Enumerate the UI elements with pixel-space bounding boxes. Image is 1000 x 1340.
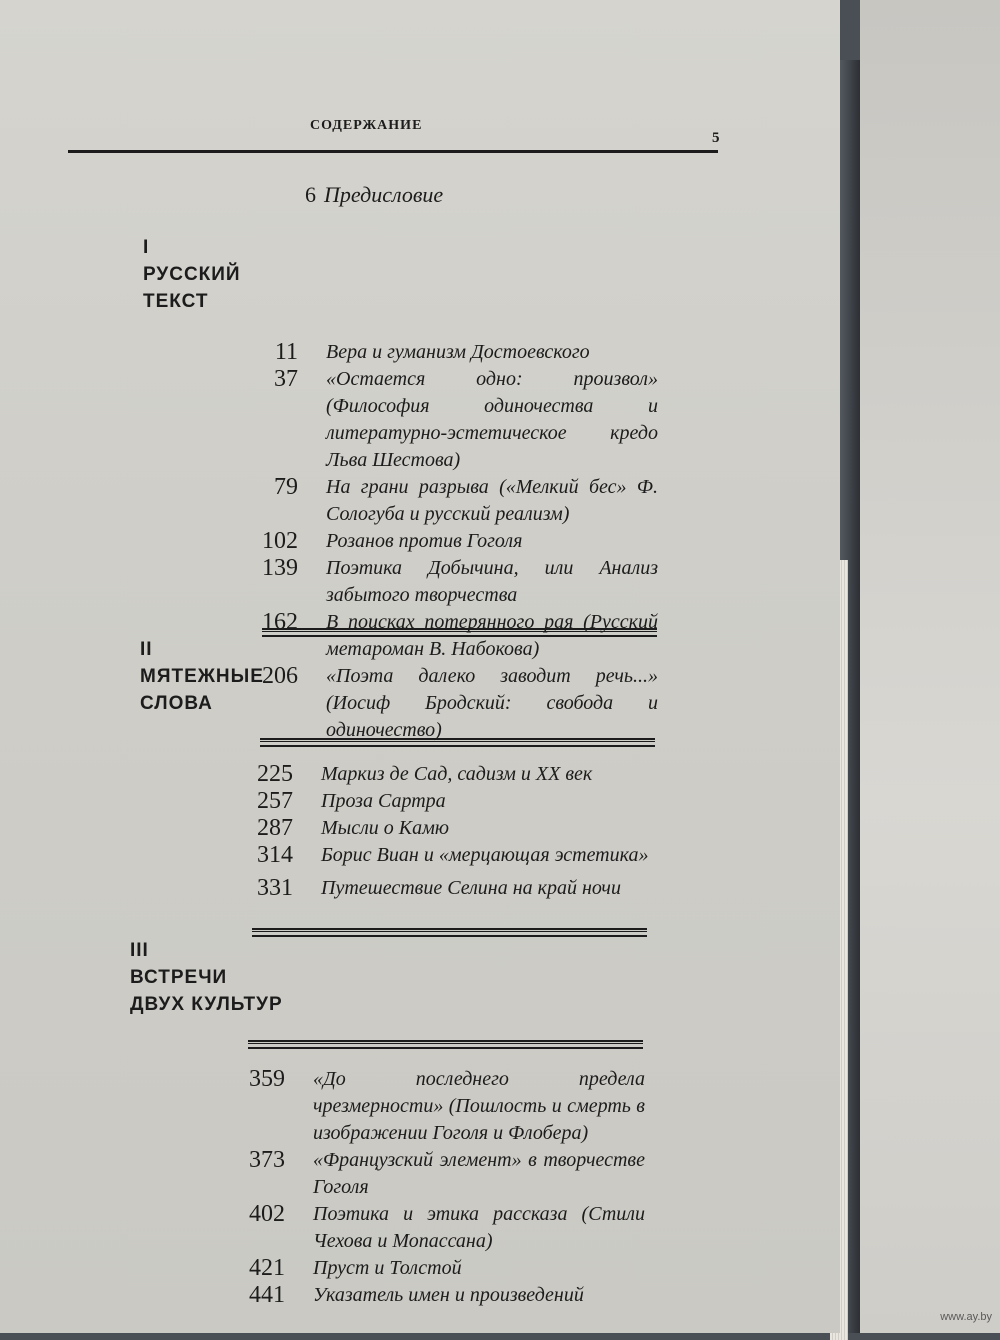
entry-page: 162 bbox=[262, 609, 298, 635]
toc-entry bbox=[213, 875, 813, 902]
entry-title: Поэтика и этика рассказа (Стили Чехова и Мопассана) bbox=[313, 1203, 645, 1252]
entry-title: Поэтика Добычина, или Анализ забытого творчества bbox=[326, 557, 658, 606]
entry-title: Мысли о Камю bbox=[321, 817, 449, 839]
toc-entry bbox=[218, 528, 818, 555]
toc-entry bbox=[213, 842, 813, 869]
entry-page: 79 bbox=[274, 474, 298, 500]
section-divider bbox=[260, 738, 655, 747]
entry-page: 373 bbox=[249, 1147, 285, 1173]
toc-entry bbox=[213, 815, 813, 842]
section-3-entries bbox=[205, 1066, 805, 1309]
entry-page: 225 bbox=[257, 761, 293, 787]
entry-title: Указатель имен и произведений bbox=[313, 1284, 584, 1306]
preface-title: Предисловие bbox=[324, 182, 444, 207]
entry-page: 37 bbox=[274, 366, 298, 392]
entry-page: 257 bbox=[257, 788, 293, 814]
section-number: III bbox=[130, 940, 149, 961]
toc-entry bbox=[205, 1201, 805, 1255]
entry-title: На грани разрыва («Мелкий бес» Ф. Сологуба и русский реализм) bbox=[326, 476, 658, 525]
entry-title: Вера и гуманизм Достоевского bbox=[326, 341, 590, 363]
entry-page: 102 bbox=[262, 528, 298, 554]
entry-title: Маркиз де Сад, садизм и XX век bbox=[321, 763, 593, 785]
section-title-line: РУССКИЙ bbox=[143, 264, 241, 285]
preface-entry bbox=[305, 182, 443, 208]
toc-entry bbox=[205, 1282, 805, 1309]
entry-title: «Остается одно: произвол» (Философия одиночества и литературно-эстетическое кредо Льва Шестова) bbox=[326, 368, 658, 471]
entry-page: 314 bbox=[257, 842, 293, 868]
entry-page: 287 bbox=[257, 815, 293, 841]
entry-page: 331 bbox=[257, 875, 293, 901]
entry-page: 359 bbox=[249, 1066, 285, 1092]
section-1-entries bbox=[218, 339, 818, 744]
section-title-line: ВСТРЕЧИ bbox=[130, 967, 228, 988]
entry-title: Розанов против Гоголя bbox=[326, 530, 523, 552]
section-title-line: СЛОВА bbox=[140, 693, 213, 714]
entry-page: 11 bbox=[274, 339, 298, 365]
watermark: www.ay.by bbox=[940, 1311, 992, 1323]
section-heading-2 bbox=[140, 636, 264, 717]
section-title-line: МЯТЕЖНЫЕ bbox=[140, 666, 264, 687]
entry-title: «Поэта далеко заводит речь...» (Иосиф Бродский: свобода и одиночество) bbox=[326, 665, 658, 741]
entry-title: Борис Виан и «мерцающая эстетика» bbox=[321, 844, 649, 866]
entry-page: 206 bbox=[262, 663, 298, 689]
entry-page: 139 bbox=[262, 555, 298, 581]
preface-page: 6 bbox=[305, 182, 316, 207]
section-divider bbox=[262, 628, 657, 637]
section-heading-3 bbox=[130, 937, 283, 1018]
toc-entry bbox=[213, 761, 813, 788]
page-number: 5 bbox=[712, 130, 720, 146]
section-2-entries bbox=[213, 761, 813, 902]
section-heading-1 bbox=[143, 234, 241, 315]
toc-entry bbox=[205, 1255, 805, 1282]
entry-title: «До последнего предела чрезмерности» (Пошлость и смерть в изображении Гоголя и Флобера) bbox=[313, 1068, 645, 1144]
entry-title: Пруст и Толстой bbox=[313, 1257, 462, 1279]
entry-page: 421 bbox=[249, 1255, 285, 1281]
toc-entry bbox=[218, 474, 818, 528]
running-head: СОДЕРЖАНИЕ bbox=[310, 118, 423, 133]
toc-entry bbox=[205, 1066, 805, 1147]
entry-title: Путешествие Селина на край ночи bbox=[321, 877, 621, 899]
section-divider bbox=[248, 1040, 643, 1049]
entry-title: В поисках потерянного рая (Русский метароман В. Набокова) bbox=[326, 611, 658, 660]
entry-page: 441 bbox=[249, 1282, 285, 1308]
toc-entry bbox=[218, 555, 818, 609]
header-rule bbox=[68, 150, 718, 153]
book-cover-background bbox=[860, 0, 1000, 1333]
section-divider bbox=[252, 928, 647, 937]
toc-entry bbox=[218, 663, 818, 744]
toc-entry bbox=[218, 366, 818, 474]
entry-page: 402 bbox=[249, 1201, 285, 1227]
entry-title: Проза Сартра bbox=[321, 790, 446, 812]
section-title-line: ТЕКСТ bbox=[143, 291, 209, 312]
section-number: I bbox=[143, 237, 150, 258]
section-number: II bbox=[140, 639, 153, 660]
toc-entry bbox=[213, 788, 813, 815]
toc-entry bbox=[205, 1147, 805, 1201]
entry-title: «Французский элемент» в творчестве Гоголя bbox=[313, 1149, 645, 1198]
toc-entry bbox=[218, 339, 818, 366]
section-title-line: ДВУХ КУЛЬТУР bbox=[130, 994, 283, 1015]
